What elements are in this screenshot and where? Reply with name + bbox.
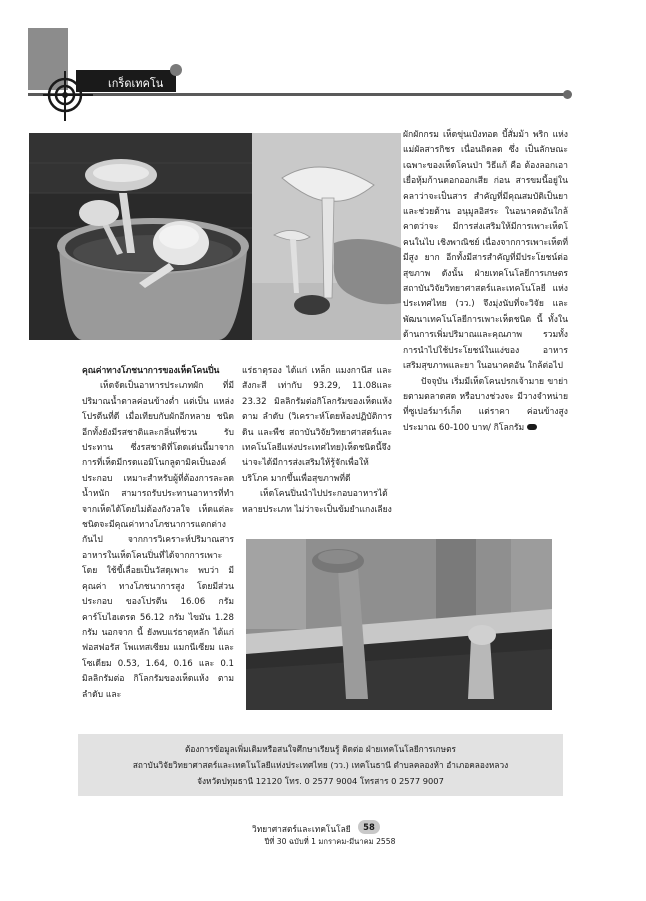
middle-column-paragraph-1: แร่ธาตุรอง ได้แก่ เหล็ก แมงกานีส และ สังกะสี เท่ากับ 93.29, 11.08และ 23.32 มิลลิกรัมต่อกิโลกรัมของเห็ดแห้ง ตาม ลำดับ (วิเคราะห์โดยห้องปฏิบัติการดิน และพืช สถาบันวิจัยวิทยาศาสตร์และ เทคโนโลยีแห่งประเทศไทย)เห็ดชนิดนี้จึง น่าจะได้มีการส่งเสริมให้รู้จักเพื่อให้บริโภค มากขึ้นเพื่อสุขภาพที่ดี	[242, 366, 392, 484]
header-rule	[28, 93, 566, 96]
left-column-text	[82, 364, 234, 703]
page-number: 58	[363, 822, 375, 832]
middle-column-paragraph-2: เห็ดโคนปิ่นนำไปประกอบอาหารได้ หลายประเภท ไม่ว่าจะเป็นข้มยำแกงเลียง	[242, 489, 392, 515]
crosshair-target-icon	[43, 71, 93, 121]
contact-info-box	[78, 734, 563, 796]
mushrooms-on-soil-photo	[246, 539, 552, 710]
section-label: เกร็ดเทคโน	[108, 77, 164, 90]
contact-line-3: จังหวัดปทุมธานี 12120 โทร. 0 2577 9004 โทรสาร 0 2577 9007	[197, 776, 444, 786]
mushrooms-in-pot-photo	[29, 133, 252, 340]
left-column-paragraph: เห็ดจัดเป็นอาหารประเภทผัก ที่มีปริมาณน้ำตาลค่อนข้างต่ำ แต่เป็น แหล่งโปรตีนที่ดี เมื่อเทียบกับผักอีกหลาย ชนิด อีกทั้งยังมีรสชาติและกลิ่นที่ชวน รับประทาน ซึ่งรสชาติที่โดดเด่นนี้มาจาก การที่เห็ดมีกรดแอมิโนกลูตามิคเป็นองค์ ประกอบ เหมาะสำหรับผู้ที่ต้องการละลด น้ำหนัก สามารถรับประทานอาหารที่ทำ จากเห็ดได้โดยไม่ต้องกังวลใจ เห็ดแต่ละ ชนิดจะมีคุณค่าทางโภชนาการแตกต่าง กันไป จากการวิเคราะห์ปริมาณสาร อาหารในเห็ดโคนปิ่นที่ได้จากการเพาะโดย ใช้ขี้เลื่อยเป็นวัสดุเพาะ พบว่า มีคุณค่า ทางโภชนาการสูง โดยมีส่วนประกอบ ของโปรตีน 16.06 กรัม คาร์โบไฮเดรต 56.12 กรัม ไขมัน 1.28 กรัม นอกจาก นี้ ยังพบแร่ธาตุหลัก ได้แก่ ฟอสฟอรัส โพแทสเซียม แมกนีเซียม และโซเดียม 0.53, 1.64, 0.16 และ 0.1 มิลลิกรัมต่อ กิโลกรัมของเห็ดแห้ง ตามลำดับ และ	[82, 381, 234, 700]
page-number-badge	[358, 820, 380, 834]
header-rule-end-dot	[563, 90, 572, 99]
footer-magazine-title: วิทยาศาสตร์และเทคโนโลยี	[252, 824, 351, 834]
right-column-paragraph-2	[403, 375, 568, 437]
footer-issue: ปีที่ 30 ฉบับที่ 1 มกราคม-มีนาคม 2558	[264, 837, 396, 846]
footer-magazine-line	[240, 820, 440, 836]
nutrition-heading: คุณค่าทางโภชนาการของเห็ดโคนปิ่น	[82, 366, 220, 376]
hand-holding-mushroom-photo	[252, 133, 401, 340]
contact-line-2: สถาบันวิจัยวิทยาศาสตร์และเทคโนโลยีแห่งประเทศไทย (วว.) เทคโนธานี ตำบลคลองห้า อำเภอคลองหลวง	[132, 760, 509, 770]
section-label-dot	[170, 64, 182, 76]
contact-line-1: ต้องการข้อมูลเพิ่มเติมหรือสนใจศึกษาเรียนรู้ ติดต่อ ฝ่ายเทคโนโลยีการเกษตร	[185, 744, 456, 754]
middle-column-text	[242, 364, 392, 518]
right-column-paragraph-1: ผักผักกรม เห็ดขุ่นเป๋งทอด บี้สั่มม้า พริก แห่งแม่ผัลสารกิชร เนื่อนถิดลด ซึ่ง เป็นลักษณะเฉพาะของเห็ดโคนป่า วิธีแก้ คือ ต้องลอกเอาเยื่อหุ้มก้านดอกออกเสีย ก่อน สารขมนี้อยู่ในคลาว่าจะเป็นสาร สำคัญที่มีคุณสมบัติเป็นยา และช่วยต้าน อนุมูลอิสระ ในอนาคตอันใกล้คาดว่าจะ มีการส่งเสริมให้มีการเพาะเห็ดโคนในไบ เชิงพาณิชย์ เนื่องจากการเพาะเห็ดที่มีสูง ยาก อีกทั้งมีสารสำคัญที่มีประโยชน์ต่อ สุขภาพ ดังนั้น ฝ่ายเทคโนโลยีการเกษตร สถาบันวิจัยวิทยาศาสตร์และเทคโนโลยี แห่งประเทศไทย (วว.) จึงมุ่งนับที่จะวิจัย และพัฒนาเทคโนโลยีการเพาะเห็ดชนิด นี้ ทั้งในด้านการเพิ่มปริมาณและคุณภาพ รวมทั้งการนำไปใช้ประโยชน์ในแง่ของ อาหารเสริมสุขภาพและยา ในอนาคตอัน ใกล้ต่อไป	[403, 130, 569, 372]
right-column-top-text	[403, 128, 568, 436]
right-column-paragraph-2-text: ปัจจุบัน เริ่มมีเห็ดโคนปรกเจ้ามาย ขาย่ายตามตลาดสด หรือบางช่วงจะ มีวางจำหน่ายที่ซูเปอร์มาร์เก็ต แต่ราคา ค่อนข้างสูง ประมาณ 60-100 บาท/ กิโลกรัม	[403, 376, 568, 433]
end-mark-icon	[527, 424, 537, 430]
